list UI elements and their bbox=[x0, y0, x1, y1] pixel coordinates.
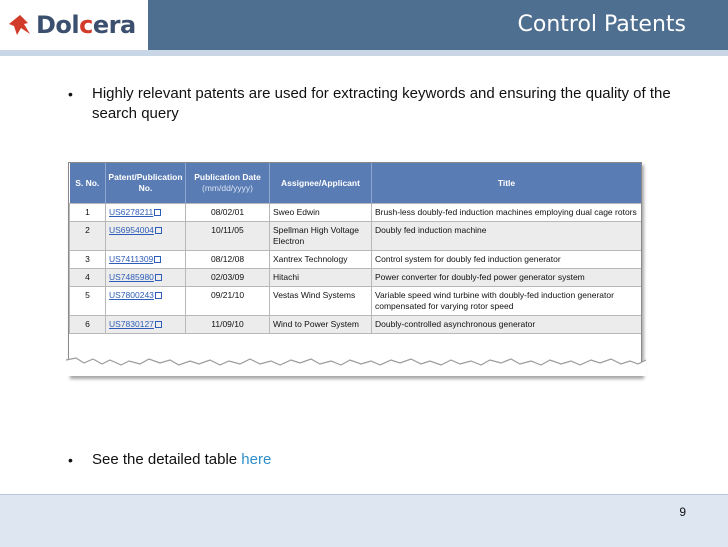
assignee: Wind to Power System bbox=[270, 316, 372, 334]
publication-date: 02/03/09 bbox=[186, 269, 270, 287]
table-row bbox=[70, 251, 642, 269]
slide-header bbox=[0, 0, 728, 56]
assignee: Vestas Wind Systems bbox=[270, 287, 372, 316]
assignee: Spellman High Voltage Electron bbox=[270, 222, 372, 251]
patent-link[interactable]: US7830127 bbox=[106, 316, 186, 334]
detailed-table-link[interactable]: here bbox=[241, 451, 272, 468]
column-header: S. No. bbox=[70, 163, 106, 204]
column-header: Title bbox=[372, 163, 642, 204]
patent-title: Variable speed wind turbine with doubly-fed induction generator compensated for varying rotor speed bbox=[372, 287, 642, 316]
patent-link[interactable]: US7800243 bbox=[106, 287, 186, 316]
bullet-dot-icon: • bbox=[68, 452, 73, 468]
patent-title: Control system for doubly fed induction generator bbox=[372, 251, 642, 269]
page-number: 9 bbox=[679, 505, 686, 519]
row-number: 6 bbox=[70, 316, 106, 334]
patent-table-image bbox=[68, 162, 642, 376]
bullet-text: Highly relevant patents are used for extracting keywords and ensuring the quality of the search query bbox=[92, 85, 671, 122]
external-link-icon bbox=[155, 321, 162, 328]
patent-link[interactable]: US6278211 bbox=[106, 204, 186, 222]
table-row bbox=[70, 222, 642, 251]
slide-title: Control Patents bbox=[517, 12, 686, 37]
patent-table bbox=[69, 163, 642, 334]
table-row bbox=[70, 316, 642, 334]
patent-link[interactable]: US7411309 bbox=[106, 251, 186, 269]
logo-text: Dolcera bbox=[36, 11, 136, 39]
column-header: Patent/Publication No. bbox=[106, 163, 186, 204]
bullet-dot-icon: • bbox=[68, 86, 73, 102]
slide-footer bbox=[0, 494, 728, 547]
row-number: 5 bbox=[70, 287, 106, 316]
patent-link[interactable]: US6954004 bbox=[106, 222, 186, 251]
row-number: 4 bbox=[70, 269, 106, 287]
table-row bbox=[70, 287, 642, 316]
external-link-icon bbox=[155, 274, 162, 281]
logo-mark-icon bbox=[8, 12, 34, 38]
patent-title: Doubly fed induction machine bbox=[372, 222, 642, 251]
patent-title: Doubly-controlled asynchronous generator bbox=[372, 316, 642, 334]
patent-title: Power converter for doubly-fed power generator system bbox=[372, 269, 642, 287]
external-link-icon bbox=[154, 256, 161, 263]
assignee: Sweo Edwin bbox=[270, 204, 372, 222]
publication-date: 10/11/05 bbox=[186, 222, 270, 251]
publication-date: 11/09/10 bbox=[186, 316, 270, 334]
row-number: 2 bbox=[70, 222, 106, 251]
assignee: Hitachi bbox=[270, 269, 372, 287]
publication-date: 08/12/08 bbox=[186, 251, 270, 269]
external-link-icon bbox=[154, 209, 161, 216]
column-header: Publication Date (mm/dd/yyyy) bbox=[186, 163, 270, 204]
external-link-icon bbox=[155, 292, 162, 299]
torn-edge-decoration bbox=[66, 352, 646, 376]
table-row bbox=[70, 204, 642, 222]
bullet-text: See the detailed table here bbox=[92, 451, 272, 468]
patent-title: Brush-less doubly-fed induction machines employing dual cage rotors bbox=[372, 204, 642, 222]
column-header: Assignee/Applicant bbox=[270, 163, 372, 204]
table-header-row bbox=[70, 163, 642, 204]
logo bbox=[0, 0, 148, 50]
assignee: Xantrex Technology bbox=[270, 251, 372, 269]
row-number: 3 bbox=[70, 251, 106, 269]
publication-date: 09/21/10 bbox=[186, 287, 270, 316]
external-link-icon bbox=[155, 227, 162, 234]
row-number: 1 bbox=[70, 204, 106, 222]
patent-link[interactable]: US7485980 bbox=[106, 269, 186, 287]
publication-date: 08/02/01 bbox=[186, 204, 270, 222]
table-row bbox=[70, 269, 642, 287]
